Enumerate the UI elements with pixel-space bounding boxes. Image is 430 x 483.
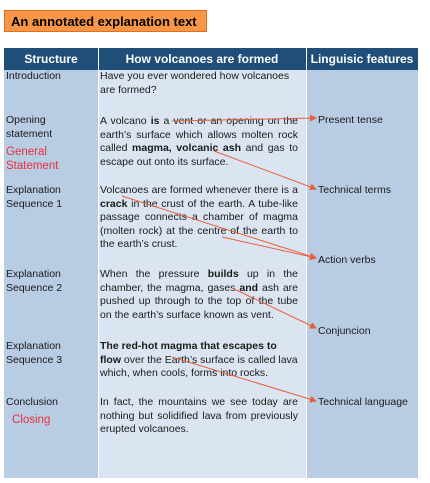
- structure-opening: Opening statement: [6, 114, 53, 140]
- feature-technical-terms: Technical terms: [318, 184, 391, 196]
- feature-technical-language: Technical language: [318, 396, 408, 408]
- text-exp2: When the pressure builds up in the chamber, the magma, gases and ash are pushed up through to the top of the tube on the earth’s surface known as vent.: [100, 268, 298, 321]
- header-structure: Structure: [24, 52, 78, 66]
- structure-exp1: Explanation Sequence 1: [6, 184, 63, 210]
- feature-present-tense: Present tense: [318, 114, 383, 126]
- header-features: Linguisic features: [310, 52, 414, 66]
- table-header: [4, 48, 418, 70]
- text-exp1: Volcanoes are formed whenever there is a crack in the crust of the earth. A tube-like passage connects a chamber of magma (molten rock) at the centre of the earth to the earth’s crust.: [100, 184, 298, 250]
- column-divider: [98, 48, 99, 478]
- structure-closing: Closing: [12, 414, 51, 426]
- structure-introduction: Introduction: [6, 70, 61, 82]
- page-title: An annotated explanation text: [4, 10, 207, 32]
- structure-conclusion: Conclusion: [6, 396, 58, 408]
- column-divider: [306, 48, 307, 478]
- header-text: How volcanoes are formed: [125, 52, 279, 66]
- feature-conjunction: Conjuncion: [318, 325, 371, 337]
- text-exp3: The red-hot magma that escapes to flow over the Earth’s surface is called lava which, when cools, forms into rocks.: [100, 340, 298, 379]
- structure-exp2: Explanation Sequence 2: [6, 268, 63, 294]
- feature-action-verbs: Action verbs: [318, 254, 376, 266]
- text-intro: Have you ever wondered how volcanoes are formed?: [100, 70, 290, 96]
- structure-general: General Statement: [6, 146, 59, 172]
- text-conclusion: In fact, the mountains we see today are nothing but solidified lava from previously erupted volcanoes.: [100, 396, 298, 435]
- text-opening: A volcano is a vent or an opening on the earth’s surface which allows molten rock called magma, volcanic ash and gas to escape out onto its surface.: [100, 115, 298, 168]
- structure-exp3: Explanation Sequence 3: [6, 340, 63, 366]
